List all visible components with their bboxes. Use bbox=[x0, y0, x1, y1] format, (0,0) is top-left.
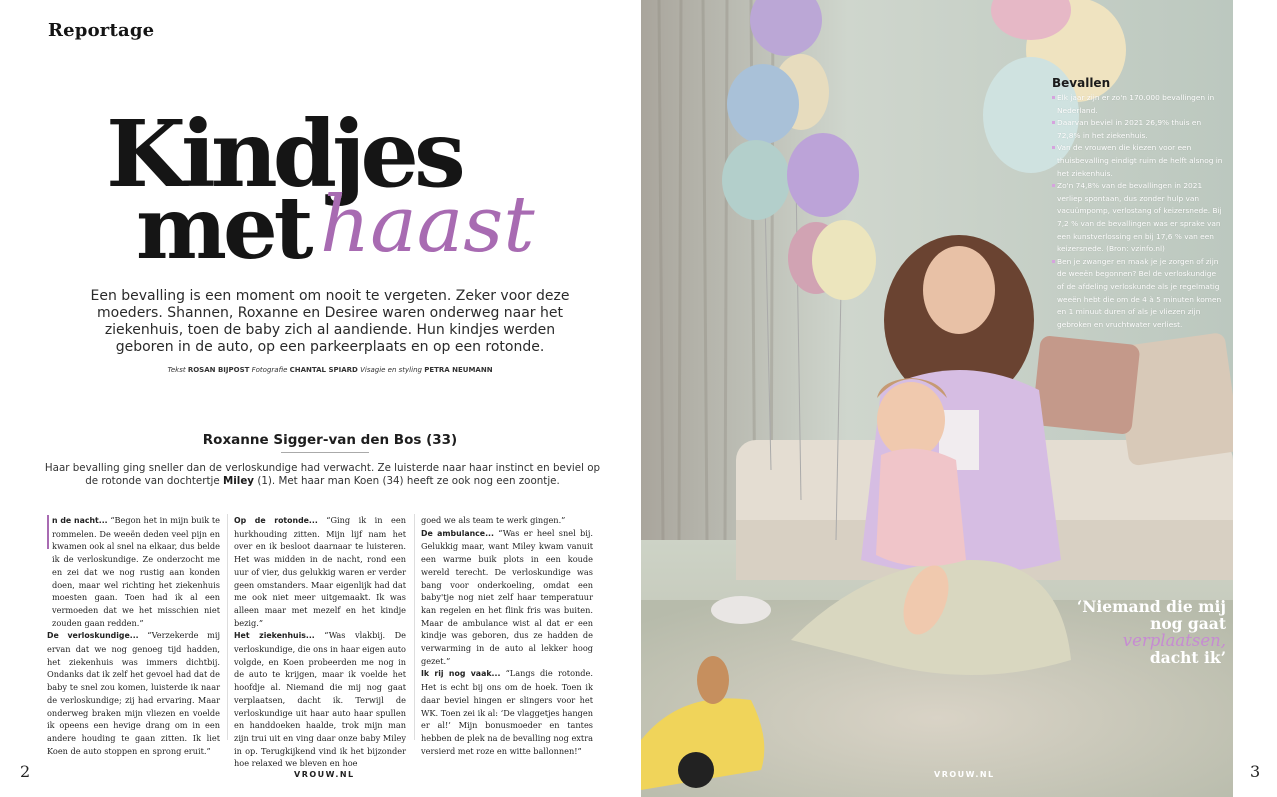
paragraph-text: “Ging ik in een hurkhouding zitten. Mijn lijf nam het over en ik besloot daarnaar te luisteren. Het was midden in de nacht, rond een uur of vier, dus gelukkig waren er verder geen omstanders. Maar eigenlijk had dat me ook niet meer uitgemaakt. Ik was alleen maar met mezelf en het kindje bezig.” bbox=[234, 515, 406, 628]
right-margin bbox=[1233, 0, 1277, 797]
standfirst bbox=[40, 462, 605, 488]
intro-paragraph: Een bevalling is een moment om nooit te vergeten. Zeker voor deze moeders. Shannen, Roxanne en Desiree waren onderweg naar het ziekenhuis, toen de baby zich al aandiende. Hun kindjes werden geboren in de auto, op een parkeerplaats en op een rotonde. bbox=[90, 288, 570, 355]
sidebar-list bbox=[1052, 92, 1224, 331]
standfirst-part-b: (1). Met haar man Koen (34) heeft ze ook nog een zoontje. bbox=[257, 475, 560, 487]
standfirst-name: Miley bbox=[223, 475, 255, 487]
paragraph-text: “Was er heel snel bij. Gelukkig maar, want Miley kwam vanuit een warme buik plots in een koude wereld terecht. De verloskundige was bang voor onderkoeling, omdat een baby'tje nog niet zelf haar temperatuur kan regelen en het flink fris was buiten. Maar de ambulance wist al dat er een kindje was geboren, dus ze hadden de verwarming in de auto al lekker hoog gezet.” bbox=[421, 527, 593, 666]
quote-accent: verplaatsen, bbox=[1122, 631, 1226, 650]
page-number-right: 3 bbox=[1250, 762, 1261, 781]
sidebar-item: Ben je zwanger en maak je je zorgen of zijn de weeën begonnen? Bel de verloskundige of de afdeling verloskunde als je regelmatig weeën hebt die om de 4 à 5 minuten komen en 1 minuut duren of als je vliezen zijn gebroken en vruchtwater verliest. bbox=[1052, 256, 1224, 332]
sidebar-item: Zo'n 74,8% van de bevallingen in 2021 verliep spontaan, dus zonder hulp van vacuümpomp, verlostang of keizersnede. Bij 7,2 % van de bevallingen was er sprake van een kunstverlossing en bij 17,6 % van een keizersnede. (Bron: vzinfo.nl) bbox=[1052, 180, 1224, 256]
sidebar-item: Van de vrouwen die kiezen voor een thuisbevalling eindigt ruim de helft alsnog in het ziekenhuis. bbox=[1052, 142, 1224, 180]
quote-part-b: dacht ik’ bbox=[1149, 648, 1226, 667]
facts-sidebar bbox=[1052, 76, 1224, 331]
paragraph-lead: Ik rij nog vaak... bbox=[421, 669, 501, 679]
sidebar-item: Elk jaar zijn er zo'n 170.000 bevallingen in Nederland. bbox=[1052, 92, 1224, 117]
sidebar-item: Daarvan beviel in 2021 26,9% thuis en 72,8% in het ziekenhuis. bbox=[1052, 117, 1224, 142]
sidebar-title: Bevallen bbox=[1052, 76, 1111, 90]
paragraph-text: “Was vlakbij. De verloskundige, die ons in haar eigen auto volgde, en Koen probeerden me nog in de auto te krijgen, maar ik voelde het hoofdje al. Niemand die mij nog gaat verplaatsen, dacht ik. Terwijl de verloskundige uit haar auto haar spullen en handdoeken haalde, trok mijn man zijn trui uit en ving daar onze baby Miley in op. Terugkijkend vind ik het bijzonder hoe relaxed we bleven en hoe bbox=[234, 630, 407, 769]
credits-line bbox=[80, 366, 580, 374]
body-column-2 bbox=[234, 514, 407, 769]
credit-photo-label: Fotografie bbox=[251, 366, 288, 374]
paragraph-lead: Het ziekenhuis... bbox=[234, 631, 315, 641]
subhead-rule bbox=[281, 452, 369, 453]
footer-site-right: VROUW.NL bbox=[934, 770, 995, 779]
section-label: Reportage bbox=[48, 20, 155, 41]
headline-accent: haast bbox=[320, 180, 535, 270]
headline bbox=[0, 0, 641, 280]
paragraph-text: “Verzekerde mij ervan dat we nog genoeg tijd hadden, het ziekenhuis was immers dichtbij. Ondanks dat ik zelf het gevoel had dat de baby te snel zou komen, luisterde ik naar de verloskundige; zij had ervaring. Maar onderweg braken mijn vliezen en voelde ik opeens een hevige drang om in een andere houding te gaan zitten. Ik liet Koen de auto stoppen en sprong eruit.” bbox=[47, 630, 220, 756]
standfirst-part-a: Haar bevalling ging sneller dan de verloskundige had verwacht. Ze luisterde naar haar instinct en beviel op de rotonde van dochtertje bbox=[44, 462, 601, 487]
credit-text-label: Tekst bbox=[167, 366, 186, 374]
column-divider bbox=[414, 514, 415, 740]
article-subhead: Roxanne Sigger-van den Bos (33) bbox=[202, 432, 458, 448]
paragraph-lead: De ambulance... bbox=[421, 528, 494, 538]
credit-photo-name: CHANTAL SPIARD bbox=[289, 366, 358, 374]
paragraph-lead: De verloskundige... bbox=[47, 631, 139, 641]
paragraph-lead: n de nacht... bbox=[52, 516, 108, 525]
headline-line2: met bbox=[136, 178, 310, 279]
credit-styling-name: PETRA NEUMANN bbox=[424, 366, 493, 374]
credit-styling-label: Visagie en styling bbox=[360, 366, 422, 374]
paragraph-lead: Op de rotonde... bbox=[234, 516, 318, 525]
credit-text-name: ROSAN BIJPOST bbox=[187, 366, 250, 374]
column-divider bbox=[227, 514, 228, 740]
paragraph-text: goed we als team te werk gingen.” bbox=[421, 515, 566, 525]
paragraph-text: “Langs die rotonde. Het is echt bij ons om de hoek. Toen ik daar beviel hingen er slingers voor het WK. Toen zei ik al: ‘De vlaggetjes hangen er al!’ Mijn bonusmoeder en tantes hebben de plek na de bevalling nog extra versierd met roze en witte ballonnen!” bbox=[421, 668, 593, 756]
paragraph-text: “Begon het in mijn buik te rommelen. De weeën deden veel pijn en kwamen ook al snel na elkaar, dus belde ik de verloskundige. Ze onderzocht me en zei dat we nog rustig aan konden doen, maar wel richting het ziekenhuis moesten gaan. Toen had ik al een vermoeden dat we het misschien niet zouden gaan redden.” bbox=[52, 515, 220, 628]
body-column-1 bbox=[47, 514, 220, 756]
quote-part-a: ‘Niemand die mij nog gaat bbox=[1076, 597, 1226, 633]
body-column-3 bbox=[421, 514, 593, 756]
headline-line1: Kindjes bbox=[106, 100, 461, 208]
page-number-left: 2 bbox=[20, 762, 31, 781]
pull-quote bbox=[1056, 598, 1226, 666]
footer-site-left: VROUW.NL bbox=[294, 770, 355, 779]
